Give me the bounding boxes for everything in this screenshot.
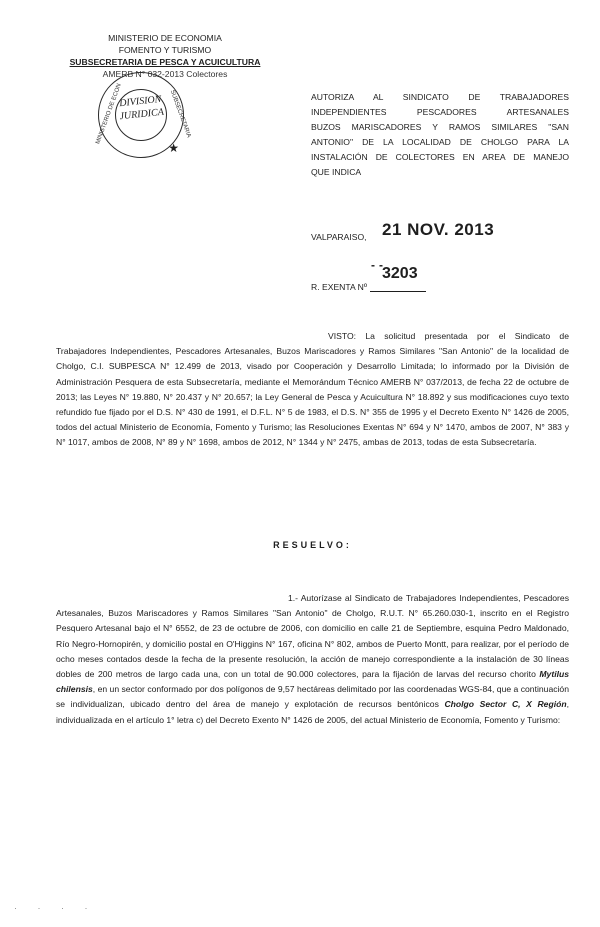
title-line: BUZOS MARISCADORES Y RAMOS SIMILARES "SAN <box>311 122 569 132</box>
seal-line-2: JURIDICA <box>119 106 165 123</box>
visto-paragraph: VISTO: La solicitud presentada por el Sindicato de Trabajadores Independientes, Pescadores Artesanales, Buzos Mariscadores y Ramos Similares "San Antonio" de la localidad de Cholgo, C.I. SUBPESCA N° 12.499 de 2013, visado por Cooperación y Desarrollo Limitada; lo informado por la División de Administración Pesquera de esta Subsecretaría, mediante el Memorándum Técnico AMERB N° 037/2013, de fecha 22 de octubre de 2013; las Leyes N° 19.880, N° 20.437 y N° 20.657; la Ley General de Pesca y Acuicultura N° 18.892 y sus modificaciones cuyo texto refundido fue fijado por el D.S. N° 430 de 1991, el D.F.L. N° 5 de 1983, el D.S. N° 355 de 1995 y el Decreto Exento N° 1426 de 2005, todos del actual Ministerio de Economía, Fomento y Turismo; las Resoluciones Exentas N° 694 y N° 1470, ambos de 2007, N° 383 y N° 1017, ambos de 2008, N° 89 y N° 1698, ambos de 2012, N° 1344 y N° 2475, ambas de 2013, todas de esta Subsecretaría. <box>56 331 569 448</box>
seal-ring-text-right: SUBSECRETARIA <box>168 89 192 139</box>
number-marks: -- <box>371 258 387 272</box>
exenta-underline <box>370 291 426 292</box>
scan-marks: · · · · <box>14 903 97 913</box>
star-icon: ★ <box>168 141 179 155</box>
date-stamp: 21 NOV. 2013 <box>382 220 495 239</box>
species-name: Mytilus chilensis <box>56 669 569 695</box>
article-1-text-part-3: , individualizada en el artículo 1° letra c) del Decreto Exento N° 1426 de 2005, del actual Ministerio de Economía, Fomento y Turismo: <box>56 699 569 725</box>
title-line: QUE INDICA <box>311 167 362 177</box>
seal-center-text <box>98 91 184 126</box>
article-1-text-part-1: 1.- Autorízase al Sindicato de Trabajadores Independientes, Pescadores Artesanales, Buzos Mariscadores y Ramos Similares "San Antonio" de Cholgo, R.U.T. N° 65.260.030-1, inscrito en el Registro Pesquero Artesanal bajo el N° 6552, de 23 de octubre de 2006, con domicilio en calle 21 de Septiembre, esquina Pedro Maldonado, Río Negro-Hornopirén, y domicilio postal en O'Higgins N° 167, oficina N° 802, ambos de Puerto Montt, para realizar, por el período de ocho meses contados desde la fecha de la presente resolución, la acción de manejo correspondiente a la instalación de 30 líneas dobles de 200 metros de largo cada una, con un total de 90.000 colectores, para la fijación de larvas del recurso chorito <box>56 593 569 680</box>
ministry-name-line2: FOMENTO Y TURISMO <box>118 45 212 55</box>
title-line: INSTALACIÓN DE COLECTORES EN AREA DE MANEJO <box>311 152 569 162</box>
title-line: AUTORIZA AL SINDICATO DE TRABAJADORES <box>311 92 569 102</box>
resolution-number: 3203 <box>382 265 418 282</box>
resuelvo-heading: RESUELVO: <box>273 540 352 550</box>
ministry-name: MINISTERIO DE ECONOMIA <box>108 33 222 43</box>
exenta-label: R. EXENTA Nº <box>311 282 367 292</box>
article-1-text-part-2: , en un sector conformado por dos polígonos de 9,57 hectáreas delimitado por las coordenadas WGS-84, que a continuación se individualizan, ubicado dentro del área de manejo y explotación de recursos bentónicos <box>56 684 569 710</box>
title-line: INDEPENDIENTES PESCADORES ARTESANALES <box>311 107 569 117</box>
memo-reference: AMERB N° 032-2013 Colectores <box>102 69 228 79</box>
title-line: ANTONIO" DE LA LOCALIDAD DE CHOLGO PARA LA <box>311 137 569 147</box>
sector-name: Cholgo Sector C, X Región <box>444 699 567 710</box>
seal-ring-text-left: MINISTERIO DE ECON <box>95 82 123 146</box>
subsecretaria-name: SUBSECRETARIA DE PESCA Y ACUICULTURA <box>69 57 261 67</box>
resolution-title <box>311 90 569 180</box>
place-label: VALPARAISO, <box>311 232 367 242</box>
article-1-paragraph <box>56 591 569 728</box>
seal-line-1: DIVISION <box>118 93 162 110</box>
header-block <box>0 32 330 80</box>
